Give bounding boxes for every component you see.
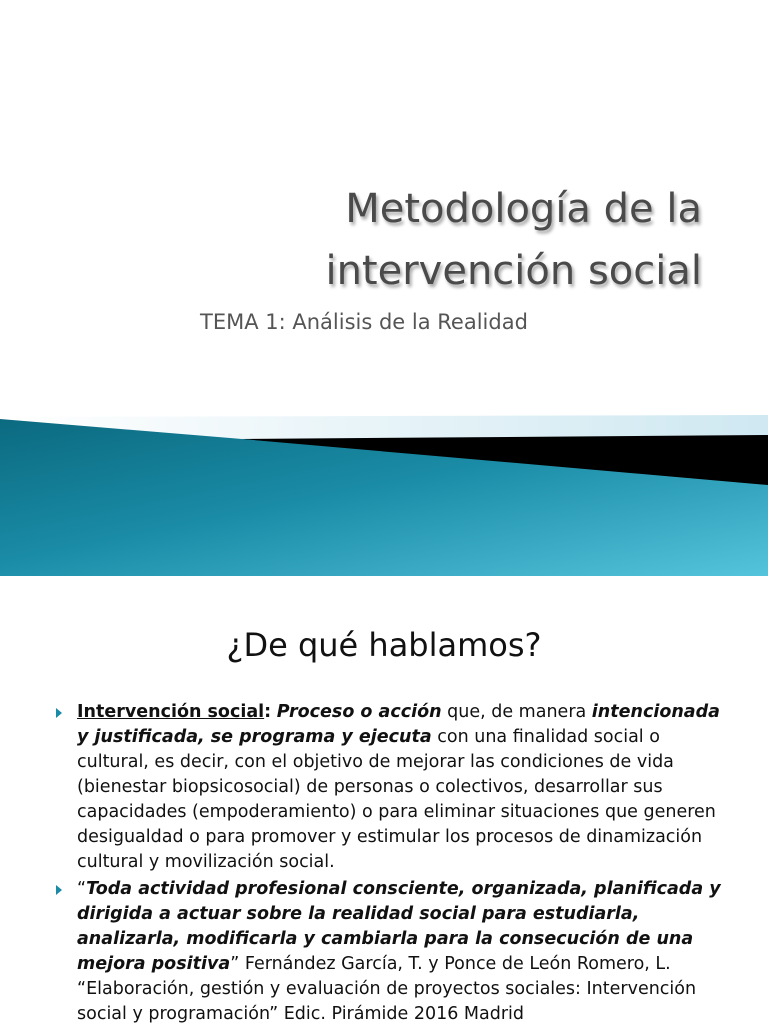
- slide-title: [325, 178, 702, 302]
- term-intervencion-social: Intervención social: [77, 702, 265, 722]
- emphasis-proceso: Proceso o acción: [276, 702, 442, 722]
- text-segment: que, de manera: [441, 702, 592, 722]
- bullet-item-2: [52, 877, 732, 1024]
- bullet-arrow-icon: [56, 885, 62, 895]
- content-slide: [0, 576, 768, 1024]
- bullet-arrow-icon: [56, 708, 62, 718]
- term-colon: :: [264, 702, 272, 722]
- citation-text: ” Fernández García, T. y Ponce de León Romero, L. “Elaboración, gestión y evaluación de proyectos sociales: Intervención social y programación” Edic. Pirámide 2016 Madrid: [77, 954, 697, 1024]
- slide-heading: ¿De qué hablamos?: [226, 626, 542, 664]
- bullet-list: [52, 700, 732, 1024]
- slide-title-line-2: intervención social: [325, 248, 702, 294]
- slide-title-line-1: Metodología de la: [345, 186, 702, 232]
- quote-text: Toda actividad profesional consciente, organizada, planificada y dirigida a actuar sobre la realidad social para estudiarla, analizarla, modificarla y cambiarla para la consecución de una mejora positiva: [77, 879, 721, 974]
- open-quote: “: [77, 879, 87, 899]
- text-segment: con una finalidad social o cultural, es decir, con el objetivo de mejorar las condiciones de vida (bienestar biopsicosocial) de personas o colectivos, desarrollar sus capacidades (empoderamiento) o para eliminar situaciones que generen desigualdad o para promover y estimular los procesos de dinamización cultural y movilización social.: [77, 727, 716, 872]
- slide-subtitle: TEMA 1: Análisis de la Realidad: [200, 310, 528, 334]
- bullet-item-1: [52, 700, 732, 875]
- emphasis-intencionada: intencionada y justificada, se programa y ejecuta: [77, 702, 720, 747]
- decorative-wave-band: [0, 405, 768, 576]
